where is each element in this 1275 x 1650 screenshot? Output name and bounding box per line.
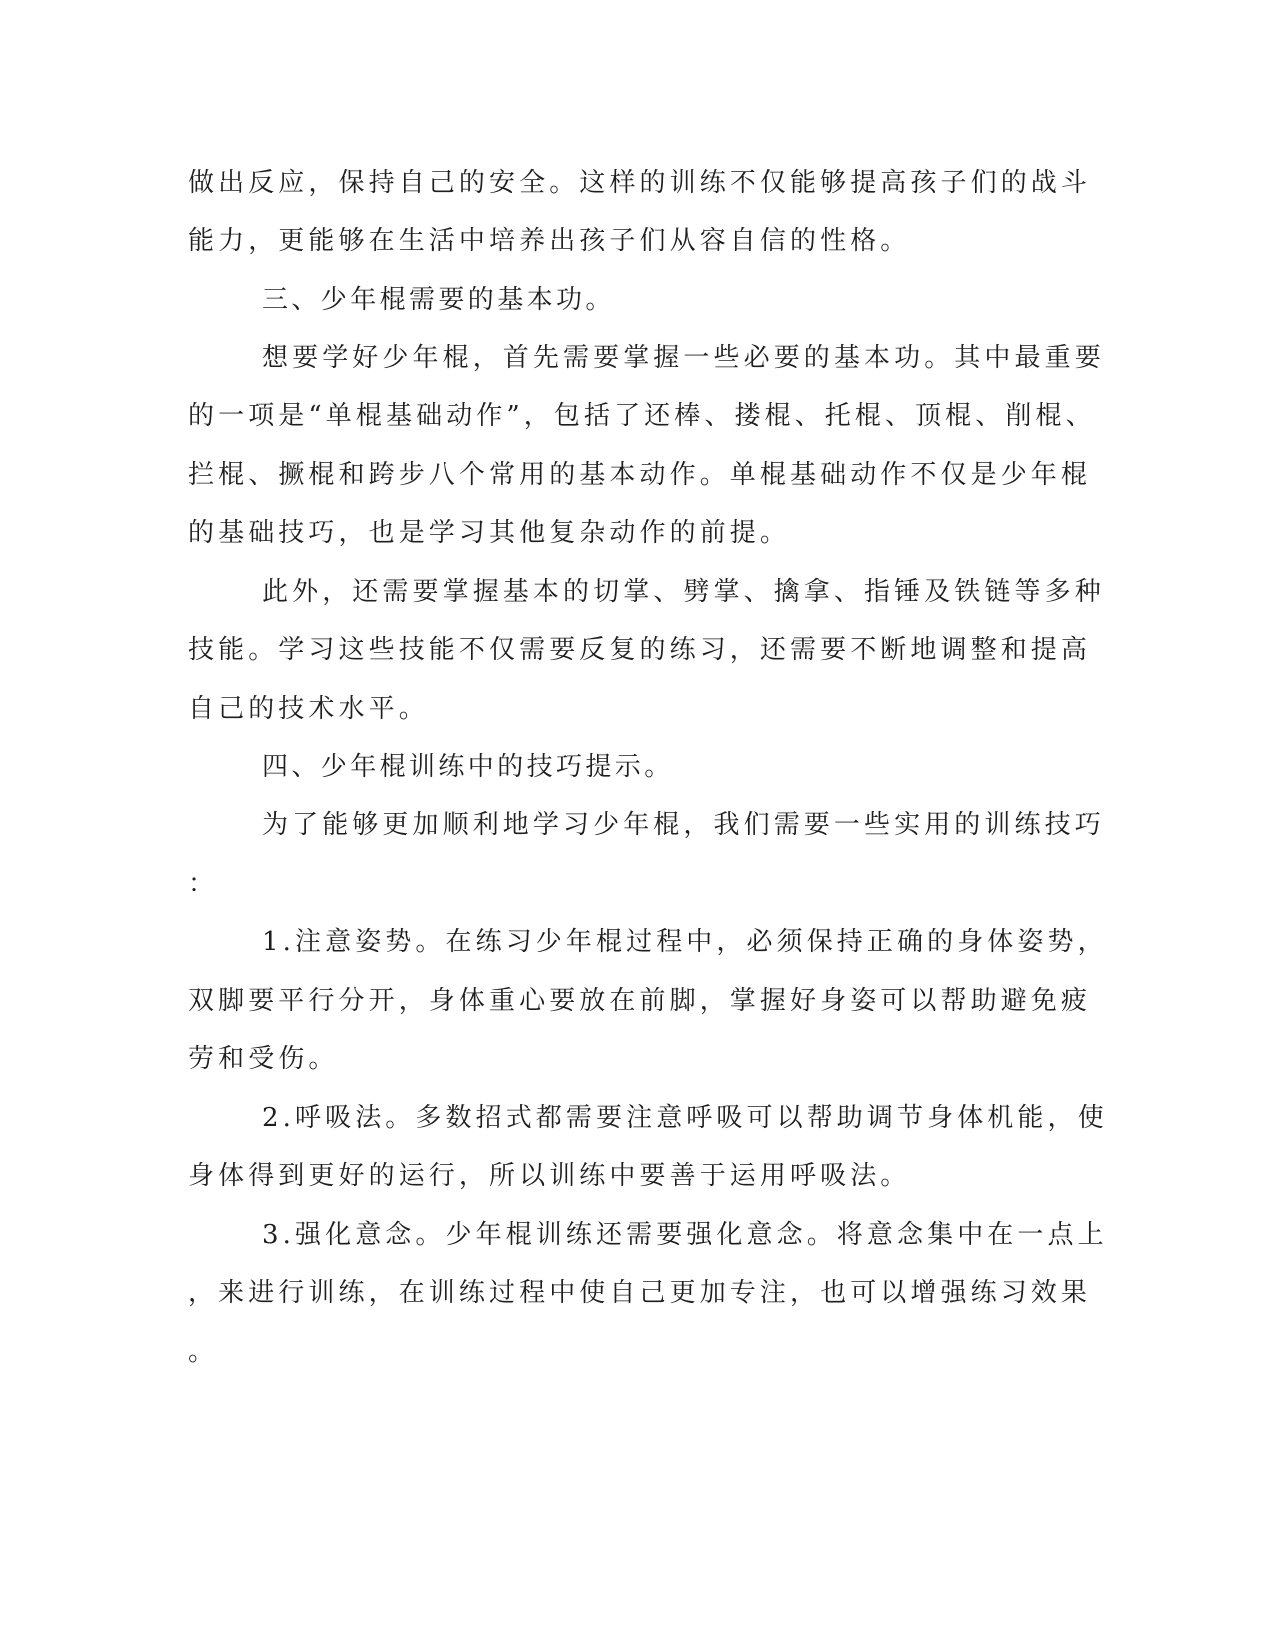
paragraph-line: 为了能够更加顺利地学习少年棍，我们需要一些实用的训练技巧 — [262, 810, 1105, 840]
paragraph-line: 的基础技巧，也是学习其他复杂动作的前提。 — [188, 518, 791, 548]
list-item-line: ，来进行训练，在训练过程中使自己更加专注，也可以增强练习效果 — [188, 1278, 1092, 1308]
paragraph-line: 的一项是“单棍基础动作”，包括了还棒、搂棍、托棍、顶棍、削棍、 — [188, 401, 1096, 431]
paragraph-line: 想要学好少年棍，首先需要掌握一些必要的基本功。其中最重要 — [262, 343, 1105, 373]
list-item-line: 3.强化意念。少年棍训练还需要强化意念。将意念集中在一点上 — [262, 1220, 1108, 1250]
list-item-line: 劳和受伤。 — [188, 1044, 339, 1074]
list-item-line: 。 — [188, 1337, 219, 1367]
section-heading: 四、少年棍训练中的技巧提示。 — [262, 752, 674, 782]
paragraph-line: 拦棍、撅棍和跨步八个常用的基本动作。单棍基础动作不仅是少年棍 — [188, 460, 1092, 490]
paragraph-line: 此外，还需要掌握基本的切掌、劈掌、擒拿、指锤及铁链等多种 — [262, 577, 1105, 607]
section-heading: 三、少年棍需要的基本功。 — [262, 285, 615, 315]
list-item-line: 双脚要平行分开，身体重心要放在前脚，掌握好身姿可以帮助避免疲 — [188, 986, 1092, 1016]
paragraph-line: 做出反应，保持自己的安全。这样的训练不仅能够提高孩子们的战斗 — [188, 168, 1092, 198]
paragraph-line: 技能。学习这些技能不仅需要反复的练习，还需要不断地调整和提高 — [188, 635, 1092, 665]
paragraph-line: ： — [188, 869, 219, 899]
paragraph-line: 自己的技术水平。 — [188, 694, 429, 724]
list-item-line: 2.呼吸法。多数招式都需要注意呼吸可以帮助调节身体机能，使 — [262, 1103, 1108, 1133]
list-item-line: 身体得到更好的运行，所以训练中要善于运用呼吸法。 — [188, 1161, 911, 1191]
paragraph-line: 能力，更能够在生活中培养出孩子们从容自信的性格。 — [188, 226, 911, 256]
list-item-line: 1.注意姿势。在练习少年棍过程中，必须保持正确的身体姿势， — [262, 927, 1108, 957]
